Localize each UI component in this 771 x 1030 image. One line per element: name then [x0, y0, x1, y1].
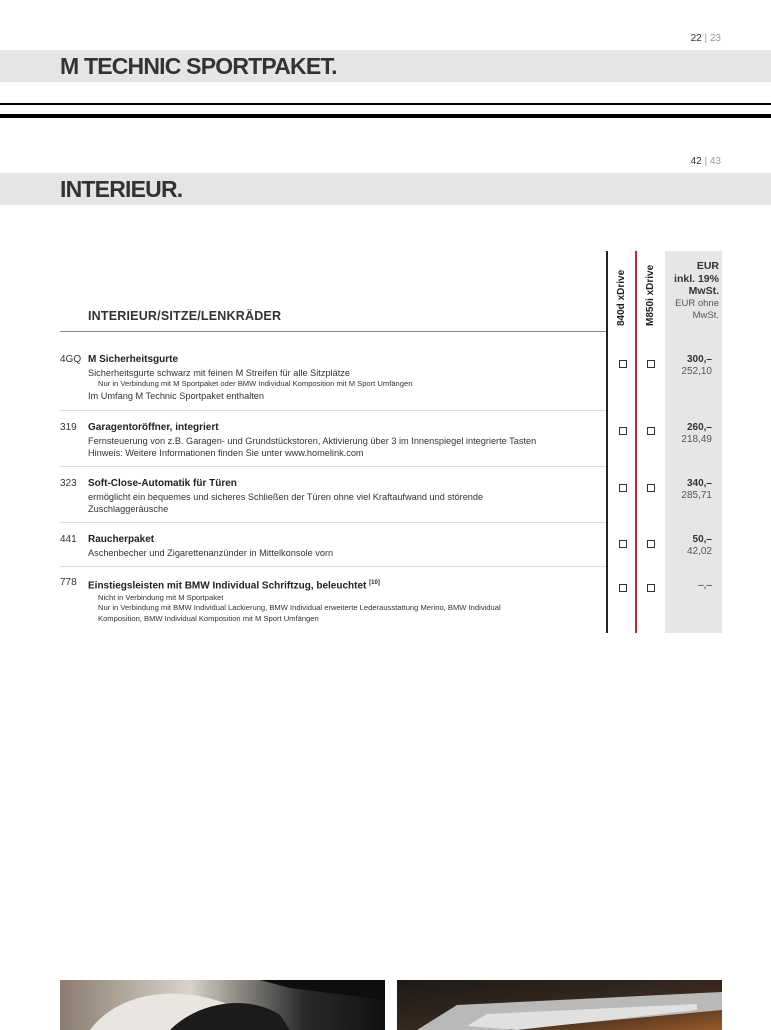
- column-divider-red: [635, 251, 637, 633]
- availability-checkbox: [647, 484, 655, 492]
- section-title-bar: [0, 50, 771, 82]
- option-code: 319: [60, 422, 77, 433]
- option-description: M Sicherheitsgurte Sicherheitsgurte schwarz mit feinen M Streifen für alle Sitzplätze Nur in Verbindung mit M Sportpaket oder BMW Individual Komposition mit M Sport Umfängen Im Umfang M Technic Sportpaket enthalten: [88, 354, 413, 401]
- price: –,–: [698, 580, 712, 591]
- row-divider: [60, 566, 606, 567]
- door-sill-photo: [397, 980, 722, 1030]
- row-divider: [60, 522, 606, 523]
- availability-checkbox: [647, 540, 655, 548]
- footnote-ref: [10]: [369, 580, 380, 586]
- section-title-bar: [0, 173, 771, 205]
- option-code: 323: [60, 478, 77, 489]
- option-description: Einstiegsleisten mit BMW Individual Schriftzug, beleuchtet [10] Nicht in Verbindung mit M Sportpaket Nur in Verbindung mit BMW Individual Lackierung, BMW Individual erweiterte Lederausstattung Merino, BMW Individual Komposition, BMW Individual Komposition mit M Sport Umfängen: [88, 580, 501, 623]
- option-code: 778: [60, 577, 77, 588]
- price: 300,– 252,10: [681, 354, 712, 377]
- option-description: Soft-Close-Automatik für Türen ermöglicht ein bequemes und sicheres Schließen der Türen ohne viel Kraftaufwand und störende Zuschlaggeräusche: [88, 478, 484, 514]
- availability-checkbox: [619, 584, 627, 592]
- option-description: Raucherpaket Aschenbecher und Zigarettenanzünder in Mittelkonsole vorn: [88, 534, 334, 558]
- interior-seats-photo: [60, 980, 385, 1030]
- divider: [0, 114, 771, 118]
- section-title: M TECHNIC SPORTPAKET.: [60, 53, 337, 79]
- price: 340,– 285,71: [681, 478, 712, 501]
- availability-checkbox: [647, 427, 655, 435]
- section-title: INTERIEUR.: [60, 176, 183, 202]
- option-code: 4GQ: [60, 354, 82, 365]
- price-column-header: EUR inkl. 19% MwSt. EUR ohne MwSt.: [674, 260, 719, 321]
- availability-checkbox: [647, 584, 655, 592]
- page-number: 42 | 43: [690, 156, 721, 167]
- availability-checkbox: [619, 484, 627, 492]
- column-header-m850i: M850i xDrive: [645, 264, 656, 326]
- divider: [0, 103, 771, 105]
- availability-checkbox: [619, 360, 627, 368]
- price: 50,– 42,02: [686, 534, 712, 557]
- page-number: 22 | 23: [690, 33, 721, 44]
- row-divider: [60, 466, 606, 467]
- column-divider: [606, 251, 608, 633]
- table-heading: INTERIEUR/SITZE/LENKRÄDER: [88, 309, 282, 323]
- availability-checkbox: [619, 540, 627, 548]
- availability-checkbox: [647, 360, 655, 368]
- column-header-840d: 840d xDrive: [616, 269, 627, 326]
- option-code: 441: [60, 534, 77, 545]
- row-divider: [60, 410, 606, 411]
- price: 260,– 218,49: [681, 422, 712, 445]
- option-description: Garagentoröffner, integriert Fernsteuerung von z.B. Garagen- und Grundstückstoren, Aktivierung über 3 im Innenspiegel integrierte Tasten Hinweis: Weitere Informationen finden Sie unter www.homelink.com: [88, 422, 537, 458]
- availability-checkbox: [619, 427, 627, 435]
- table-header-rule: [60, 331, 606, 332]
